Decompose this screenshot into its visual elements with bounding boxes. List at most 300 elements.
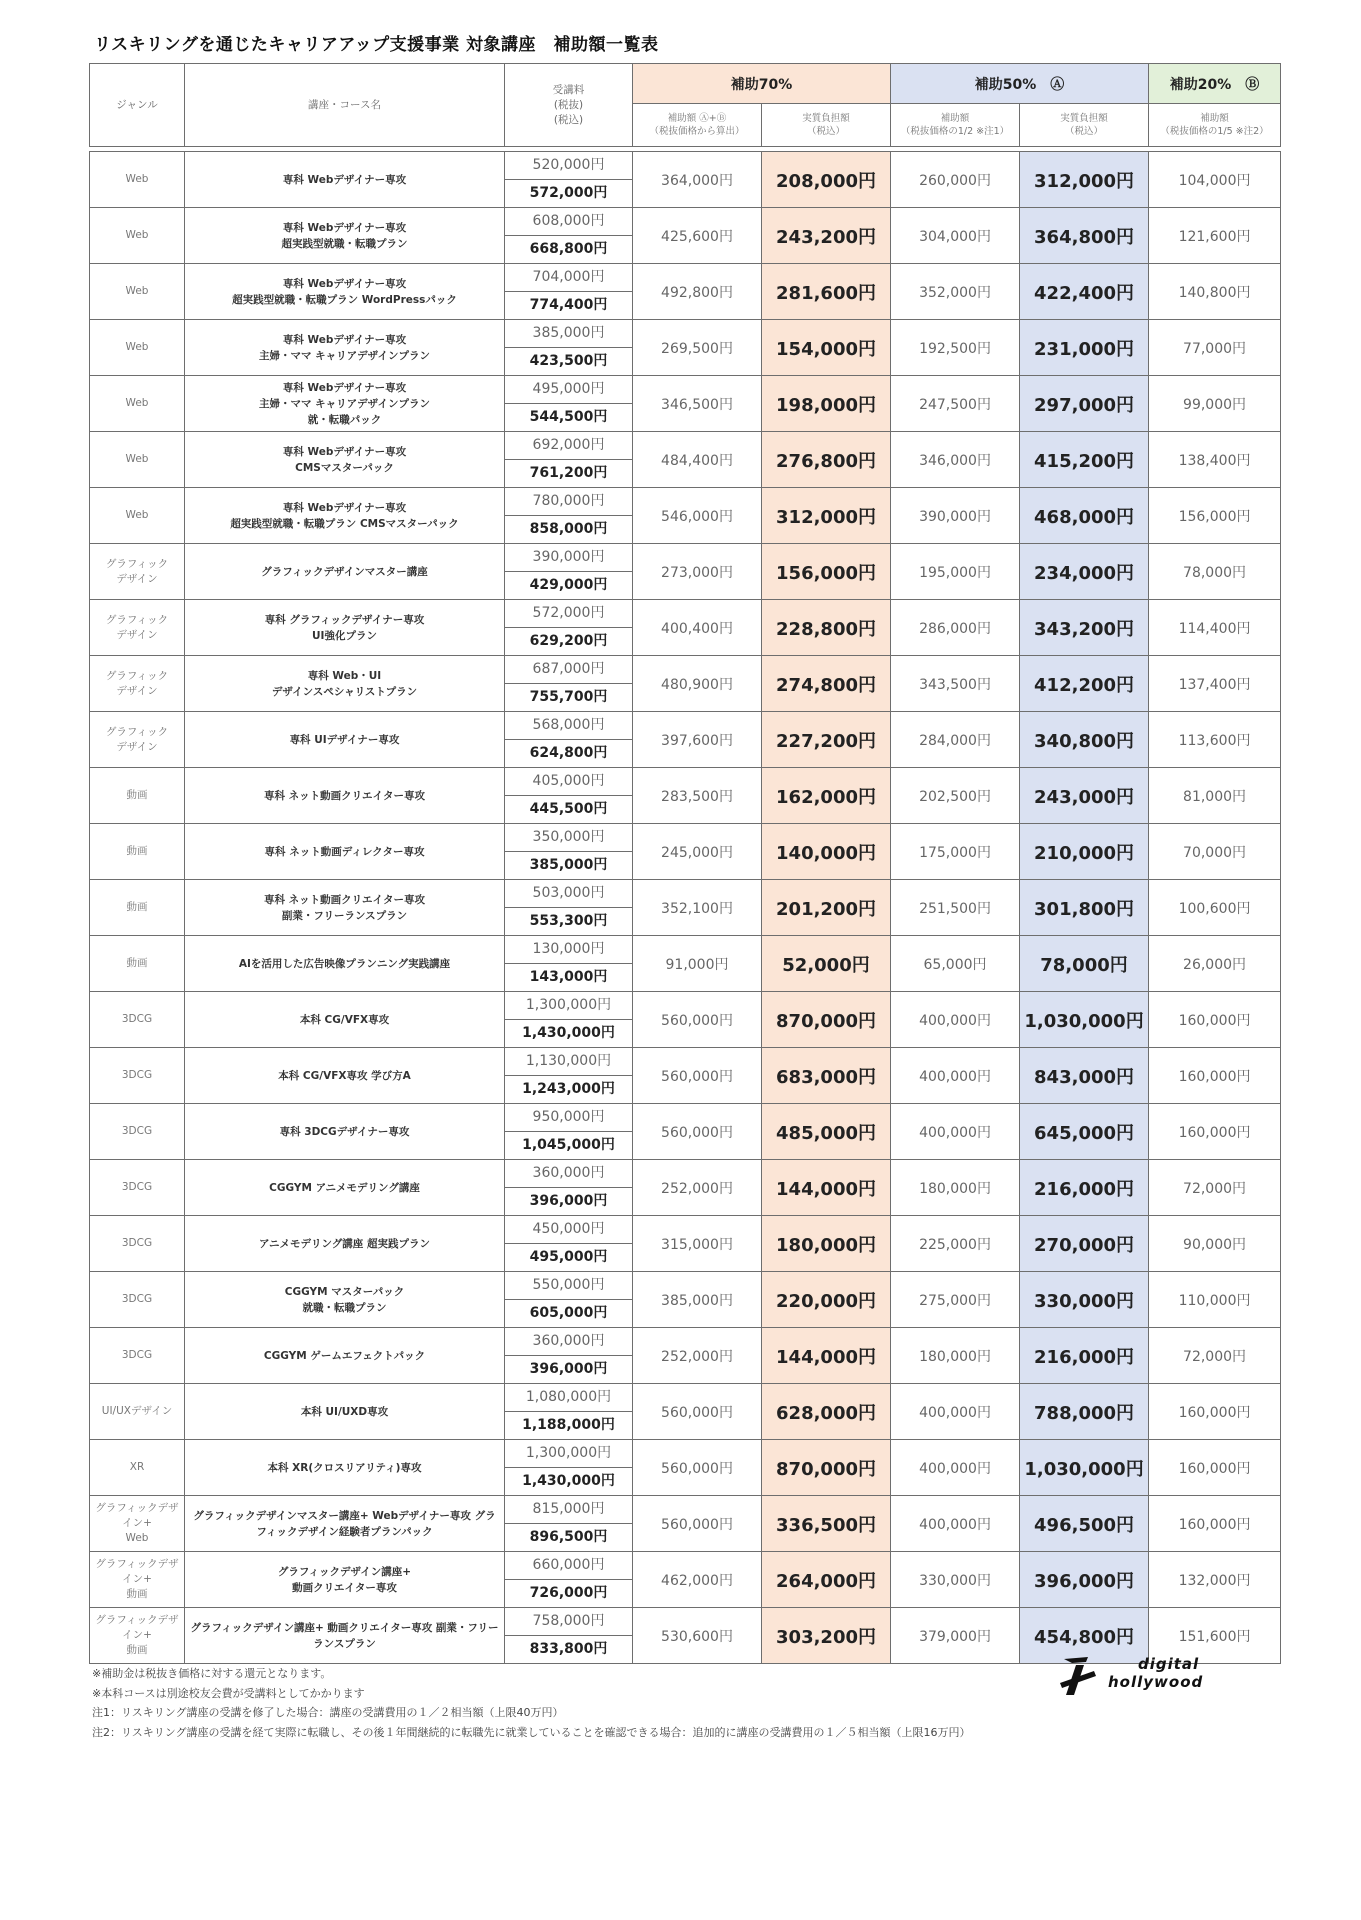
net-cost-50: 243,000円 xyxy=(1020,768,1149,824)
fee-cell xyxy=(505,1104,633,1160)
subsidy-70-amount: 352,100円 xyxy=(633,880,762,936)
net-cost-70: 227,200円 xyxy=(762,712,891,768)
subsidy-70-amount: 546,000円 xyxy=(633,488,762,544)
fee-including-tax: 429,000円 xyxy=(529,577,608,593)
course-name-cell: グラフィックデザイン講座+ 動画クリエイター専攻 副業・フリーランスプラン xyxy=(185,1608,505,1664)
subsidy-50-amount: 192,500円 xyxy=(891,320,1020,376)
genre-cell: 動画 xyxy=(90,880,185,936)
page-title: リスキリングを通じたキャリアアップ支援事業 対象講座 補助額一覧表 xyxy=(94,35,659,55)
table-row xyxy=(90,1552,1281,1608)
fee-including-tax: 385,000円 xyxy=(529,857,608,873)
subsidy-70-amount: 462,000円 xyxy=(633,1552,762,1608)
fee-excluding-tax: 360,000円 xyxy=(505,1160,632,1188)
subsidy-20-amount: 140,800円 xyxy=(1149,264,1281,320)
fee-excluding-tax: 520,000円 xyxy=(505,152,632,180)
subsidy-50-amount: 202,500円 xyxy=(891,768,1020,824)
subsidy-70-amount: 560,000円 xyxy=(633,1440,762,1496)
net-cost-50: 301,800円 xyxy=(1020,880,1149,936)
subsidy-50-amount: 225,000円 xyxy=(891,1216,1020,1272)
fee-excluding-tax: 780,000円 xyxy=(505,488,632,516)
subsidy-20-amount: 160,000円 xyxy=(1149,992,1281,1048)
fee-excluding-tax: 450,000円 xyxy=(505,1216,632,1244)
fee-excluding-tax: 687,000円 xyxy=(505,656,632,684)
net-cost-50: 343,200円 xyxy=(1020,600,1149,656)
subsidy-20-amount: 121,600円 xyxy=(1149,208,1281,264)
genre-cell: グラフィック デザイン xyxy=(90,600,185,656)
logo-wordmark: digital hollywood xyxy=(1108,1655,1204,1691)
fee-cell xyxy=(505,1496,633,1552)
subsidy-70-amount: 364,000円 xyxy=(633,152,762,208)
table-row xyxy=(90,1272,1281,1328)
net-cost-70: 628,000円 xyxy=(762,1384,891,1440)
fee-cell xyxy=(505,1608,633,1664)
fee-including-tax: 1,188,000円 xyxy=(522,1417,615,1433)
subsidy-70-amount: 397,600円 xyxy=(633,712,762,768)
fee-excluding-tax: 503,000円 xyxy=(505,880,632,908)
genre-cell: Web xyxy=(90,376,185,432)
subsidy-50-amount: 175,000円 xyxy=(891,824,1020,880)
genre-cell: Web xyxy=(90,320,185,376)
subsidy-50-amount: 400,000円 xyxy=(891,1440,1020,1496)
course-name-cell: CGGYM アニメモデリング講座 xyxy=(185,1160,505,1216)
net-cost-70: 201,200円 xyxy=(762,880,891,936)
subsidy-20-amount: 160,000円 xyxy=(1149,1048,1281,1104)
course-name-cell: 専科 ネット動画クリエイター専攻 副業・フリーランスプラン xyxy=(185,880,505,936)
fee-cell xyxy=(505,376,633,432)
subsidy-50-amount: 195,000円 xyxy=(891,544,1020,600)
header-band-50: 補助50% Ⓐ xyxy=(891,64,1149,104)
table-row xyxy=(90,264,1281,320)
subsidy-20-amount: 99,000円 xyxy=(1149,376,1281,432)
fee-including-tax: 858,000円 xyxy=(529,521,608,537)
subsidy-70-amount: 492,800円 xyxy=(633,264,762,320)
net-cost-70: 52,000円 xyxy=(762,936,891,992)
dh-logo-mark-icon xyxy=(1058,1655,1106,1697)
subsidy-50-amount: 247,500円 xyxy=(891,376,1020,432)
subsidy-70-amount: 269,500円 xyxy=(633,320,762,376)
fee-including-tax: 755,700円 xyxy=(529,689,608,705)
subsidy-70-amount: 346,500円 xyxy=(633,376,762,432)
fee-excluding-tax: 495,000円 xyxy=(505,376,632,404)
subsidy-20-amount: 113,600円 xyxy=(1149,712,1281,768)
subsidy-20-amount: 151,600円 xyxy=(1149,1608,1281,1664)
course-name-cell: 本科 UI/UXD専攻 xyxy=(185,1384,505,1440)
fee-excluding-tax: 950,000円 xyxy=(505,1104,632,1132)
subsidy-70-amount: 480,900円 xyxy=(633,656,762,712)
subsidy-50-amount: 352,000円 xyxy=(891,264,1020,320)
header-50-amount: 補助額 （税抜価格の1/2 ※注1） xyxy=(891,104,1020,147)
fee-including-tax: 553,300円 xyxy=(529,913,608,929)
fee-cell xyxy=(505,208,633,264)
fee-excluding-tax: 660,000円 xyxy=(505,1552,632,1580)
digital-hollywood-logo xyxy=(1058,1655,1258,1697)
header-70-pay: 実質負担額 （税込） xyxy=(762,104,891,147)
net-cost-70: 208,000円 xyxy=(762,152,891,208)
genre-cell: 3DCG xyxy=(90,1104,185,1160)
table-row xyxy=(90,1048,1281,1104)
course-name-cell: 専科 ネット動画クリエイター専攻 xyxy=(185,768,505,824)
subsidy-table xyxy=(89,63,1281,1664)
genre-cell: 3DCG xyxy=(90,1216,185,1272)
course-name-cell: 専科 Webデザイナー専攻 超実践型就職・転職プラン CMSマスターパック xyxy=(185,488,505,544)
subsidy-50-amount: 251,500円 xyxy=(891,880,1020,936)
subsidy-20-amount: 114,400円 xyxy=(1149,600,1281,656)
course-name-cell: 専科 Webデザイナー専攻 超実践型就職・転職プラン xyxy=(185,208,505,264)
net-cost-70: 180,000円 xyxy=(762,1216,891,1272)
net-cost-50: 364,800円 xyxy=(1020,208,1149,264)
net-cost-70: 243,200円 xyxy=(762,208,891,264)
course-name-cell: 本科 CG/VFX専攻 学び方A xyxy=(185,1048,505,1104)
fee-excluding-tax: 1,300,000円 xyxy=(505,992,632,1020)
fee-cell xyxy=(505,1384,633,1440)
subsidy-50-amount: 286,000円 xyxy=(891,600,1020,656)
genre-cell: 3DCG xyxy=(90,992,185,1048)
genre-cell: Web xyxy=(90,432,185,488)
net-cost-70: 336,500円 xyxy=(762,1496,891,1552)
table-row xyxy=(90,1328,1281,1384)
subsidy-20-amount: 81,000円 xyxy=(1149,768,1281,824)
net-cost-70: 281,600円 xyxy=(762,264,891,320)
fee-cell xyxy=(505,824,633,880)
table-row xyxy=(90,152,1281,208)
fee-including-tax: 761,200円 xyxy=(529,465,608,481)
subsidy-20-amount: 110,000円 xyxy=(1149,1272,1281,1328)
fee-cell xyxy=(505,656,633,712)
net-cost-50: 297,000円 xyxy=(1020,376,1149,432)
table-row xyxy=(90,768,1281,824)
net-cost-50: 312,000円 xyxy=(1020,152,1149,208)
subsidy-20-amount: 104,000円 xyxy=(1149,152,1281,208)
subsidy-70-amount: 400,400円 xyxy=(633,600,762,656)
table-row xyxy=(90,880,1281,936)
header-fee: 受講料 (税抜) (税込) xyxy=(505,64,633,147)
fee-excluding-tax: 360,000円 xyxy=(505,1328,632,1356)
net-cost-70: 312,000円 xyxy=(762,488,891,544)
net-cost-70: 870,000円 xyxy=(762,1440,891,1496)
fee-cell xyxy=(505,320,633,376)
subsidy-70-amount: 484,400円 xyxy=(633,432,762,488)
genre-cell: グラフィック デザイン xyxy=(90,544,185,600)
fee-cell xyxy=(505,1160,633,1216)
net-cost-50: 78,000円 xyxy=(1020,936,1149,992)
fee-including-tax: 1,430,000円 xyxy=(522,1473,615,1489)
subsidy-50-amount: 400,000円 xyxy=(891,992,1020,1048)
subsidy-70-amount: 245,000円 xyxy=(633,824,762,880)
net-cost-70: 156,000円 xyxy=(762,544,891,600)
genre-cell: グラフィックデザ イン+ 動画 xyxy=(90,1552,185,1608)
course-name-cell: 専科 UIデザイナー専攻 xyxy=(185,712,505,768)
course-name-cell: 専科 Webデザイナー専攻 xyxy=(185,152,505,208)
genre-cell: 動画 xyxy=(90,768,185,824)
fee-excluding-tax: 1,130,000円 xyxy=(505,1048,632,1076)
subsidy-70-amount: 252,000円 xyxy=(633,1328,762,1384)
header-band-70: 補助70% xyxy=(633,64,891,104)
subsidy-50-amount: 346,000円 xyxy=(891,432,1020,488)
subsidy-50-amount: 400,000円 xyxy=(891,1048,1020,1104)
subsidy-20-amount: 72,000円 xyxy=(1149,1160,1281,1216)
table-row xyxy=(90,488,1281,544)
subsidy-50-amount: 379,000円 xyxy=(891,1608,1020,1664)
table-row xyxy=(90,1160,1281,1216)
net-cost-50: 1,030,000円 xyxy=(1020,1440,1149,1496)
subsidy-20-amount: 160,000円 xyxy=(1149,1440,1281,1496)
net-cost-50: 788,000円 xyxy=(1020,1384,1149,1440)
fee-excluding-tax: 1,300,000円 xyxy=(505,1440,632,1468)
net-cost-70: 276,800円 xyxy=(762,432,891,488)
net-cost-50: 216,000円 xyxy=(1020,1160,1149,1216)
subsidy-20-amount: 132,000円 xyxy=(1149,1552,1281,1608)
genre-cell: Web xyxy=(90,152,185,208)
fee-excluding-tax: 550,000円 xyxy=(505,1272,632,1300)
net-cost-50: 216,000円 xyxy=(1020,1328,1149,1384)
genre-cell: Web xyxy=(90,208,185,264)
net-cost-70: 198,000円 xyxy=(762,376,891,432)
course-name-cell: 専科 Webデザイナー専攻 超実践型就職・転職プラン WordPressパック xyxy=(185,264,505,320)
net-cost-50: 496,500円 xyxy=(1020,1496,1149,1552)
table-row xyxy=(90,712,1281,768)
genre-cell: 動画 xyxy=(90,824,185,880)
genre-cell: UI/UXデザイン xyxy=(90,1384,185,1440)
table-row xyxy=(90,992,1281,1048)
subsidy-70-amount: 560,000円 xyxy=(633,1104,762,1160)
fee-cell xyxy=(505,712,633,768)
subsidy-50-amount: 260,000円 xyxy=(891,152,1020,208)
subsidy-20-amount: 160,000円 xyxy=(1149,1384,1281,1440)
genre-cell: 3DCG xyxy=(90,1160,185,1216)
fee-including-tax: 605,000円 xyxy=(529,1305,608,1321)
net-cost-70: 140,000円 xyxy=(762,824,891,880)
subsidy-20-amount: 156,000円 xyxy=(1149,488,1281,544)
header-20-amount: 補助額 （税抜価格の1/5 ※注2） xyxy=(1149,104,1281,147)
course-name-cell: CGGYM マスターパック 就職・転職プラン xyxy=(185,1272,505,1328)
fee-cell xyxy=(505,544,633,600)
subsidy-20-amount: 90,000円 xyxy=(1149,1216,1281,1272)
net-cost-70: 683,000円 xyxy=(762,1048,891,1104)
subsidy-70-amount: 560,000円 xyxy=(633,1384,762,1440)
net-cost-70: 154,000円 xyxy=(762,320,891,376)
course-name-cell: 専科 3DCGデザイナー専攻 xyxy=(185,1104,505,1160)
net-cost-70: 144,000円 xyxy=(762,1160,891,1216)
fee-including-tax: 833,800円 xyxy=(529,1641,608,1657)
footnotes xyxy=(92,1664,971,1742)
fee-including-tax: 1,430,000円 xyxy=(522,1025,615,1041)
genre-cell: 3DCG xyxy=(90,1048,185,1104)
fee-excluding-tax: 405,000円 xyxy=(505,768,632,796)
course-name-cell: 専科 グラフィックデザイナー専攻 UI強化プラン xyxy=(185,600,505,656)
subsidy-20-amount: 77,000円 xyxy=(1149,320,1281,376)
net-cost-50: 340,800円 xyxy=(1020,712,1149,768)
subsidy-70-amount: 530,600円 xyxy=(633,1608,762,1664)
fee-including-tax: 629,200円 xyxy=(529,633,608,649)
fee-including-tax: 423,500円 xyxy=(529,353,608,369)
net-cost-50: 234,000円 xyxy=(1020,544,1149,600)
genre-cell: グラフィックデザ イン+ 動画 xyxy=(90,1608,185,1664)
genre-cell: 動画 xyxy=(90,936,185,992)
course-name-cell: AIを活用した広告映像プランニング実践講座 xyxy=(185,936,505,992)
subsidy-70-amount: 560,000円 xyxy=(633,1496,762,1552)
subsidy-70-amount: 91,000円 xyxy=(633,936,762,992)
fee-including-tax: 668,800円 xyxy=(529,241,608,257)
header-50-pay: 実質負担額 （税込） xyxy=(1020,104,1149,147)
fee-cell xyxy=(505,1272,633,1328)
subsidy-70-amount: 385,000円 xyxy=(633,1272,762,1328)
subsidy-50-amount: 180,000円 xyxy=(891,1160,1020,1216)
net-cost-70: 264,000円 xyxy=(762,1552,891,1608)
course-name-cell: グラフィックデザインマスター講座+ Webデザイナー専攻 グラフィックデザイン経験者プランパック xyxy=(185,1496,505,1552)
table-row xyxy=(90,936,1281,992)
fee-excluding-tax: 815,000円 xyxy=(505,1496,632,1524)
net-cost-70: 220,000円 xyxy=(762,1272,891,1328)
fee-including-tax: 143,000円 xyxy=(529,969,608,985)
note-3: 注1：リスキリング講座の受講を修了した場合：講座の受講費用の１／２相当額（上限40万円） xyxy=(92,1706,564,1719)
note-2: ※本科コースは別途校友会費が受講料としてかかります xyxy=(92,1686,365,1700)
subsidy-20-amount: 137,400円 xyxy=(1149,656,1281,712)
subsidy-50-amount: 65,000円 xyxy=(891,936,1020,992)
net-cost-50: 396,000円 xyxy=(1020,1552,1149,1608)
header-genre: ジャンル xyxy=(90,64,185,147)
course-name-cell: 専科 ネット動画ディレクター専攻 xyxy=(185,824,505,880)
fee-excluding-tax: 130,000円 xyxy=(505,936,632,964)
net-cost-50: 843,000円 xyxy=(1020,1048,1149,1104)
genre-cell: 3DCG xyxy=(90,1328,185,1384)
net-cost-50: 1,030,000円 xyxy=(1020,992,1149,1048)
note-1: ※補助金は税抜き価格に対する還元となります。 xyxy=(92,1667,332,1680)
net-cost-70: 228,800円 xyxy=(762,600,891,656)
fee-excluding-tax: 568,000円 xyxy=(505,712,632,740)
net-cost-50: 270,000円 xyxy=(1020,1216,1149,1272)
genre-cell: 3DCG xyxy=(90,1272,185,1328)
course-name-cell: CGGYM ゲームエフェクトパック xyxy=(185,1328,505,1384)
subsidy-50-amount: 275,000円 xyxy=(891,1272,1020,1328)
fee-including-tax: 1,243,000円 xyxy=(522,1081,615,1097)
table-row xyxy=(90,1384,1281,1440)
net-cost-50: 412,200円 xyxy=(1020,656,1149,712)
subsidy-70-amount: 283,500円 xyxy=(633,768,762,824)
course-name-cell: グラフィックデザインマスター講座 xyxy=(185,544,505,600)
net-cost-70: 303,200円 xyxy=(762,1608,891,1664)
fee-cell xyxy=(505,992,633,1048)
net-cost-50: 645,000円 xyxy=(1020,1104,1149,1160)
subsidy-20-amount: 100,600円 xyxy=(1149,880,1281,936)
subsidy-20-amount: 72,000円 xyxy=(1149,1328,1281,1384)
net-cost-50: 468,000円 xyxy=(1020,488,1149,544)
genre-cell: Web xyxy=(90,264,185,320)
subsidy-70-amount: 560,000円 xyxy=(633,992,762,1048)
fee-cell xyxy=(505,488,633,544)
genre-cell: グラフィックデザ イン+ Web xyxy=(90,1496,185,1552)
subsidy-70-amount: 560,000円 xyxy=(633,1048,762,1104)
course-name-cell: グラフィックデザイン講座+ 動画クリエイター専攻 xyxy=(185,1552,505,1608)
genre-cell: Web xyxy=(90,488,185,544)
course-name-cell: 本科 XR(クロスリアリティ)専攻 xyxy=(185,1440,505,1496)
subsidy-70-amount: 273,000円 xyxy=(633,544,762,600)
fee-including-tax: 495,000円 xyxy=(529,1249,608,1265)
fee-cell xyxy=(505,600,633,656)
subsidy-50-amount: 400,000円 xyxy=(891,1496,1020,1552)
course-name-cell: 専科 Webデザイナー専攻 CMSマスターパック xyxy=(185,432,505,488)
net-cost-50: 454,800円 xyxy=(1020,1608,1149,1664)
net-cost-50: 330,000円 xyxy=(1020,1272,1149,1328)
net-cost-70: 274,800円 xyxy=(762,656,891,712)
table-row xyxy=(90,432,1281,488)
fee-excluding-tax: 350,000円 xyxy=(505,824,632,852)
fee-cell xyxy=(505,432,633,488)
net-cost-70: 870,000円 xyxy=(762,992,891,1048)
table-row xyxy=(90,544,1281,600)
subsidy-50-amount: 284,000円 xyxy=(891,712,1020,768)
fee-including-tax: 396,000円 xyxy=(529,1193,608,1209)
fee-including-tax: 624,800円 xyxy=(529,745,608,761)
table-row xyxy=(90,824,1281,880)
fee-excluding-tax: 1,080,000円 xyxy=(505,1384,632,1412)
course-name-cell: 本科 CG/VFX専攻 xyxy=(185,992,505,1048)
net-cost-70: 162,000円 xyxy=(762,768,891,824)
fee-including-tax: 572,000円 xyxy=(529,185,608,201)
course-name-cell: 専科 Web・UI デザインスペシャリストプラン xyxy=(185,656,505,712)
fee-cell xyxy=(505,768,633,824)
fee-cell xyxy=(505,264,633,320)
fee-including-tax: 896,500円 xyxy=(529,1529,608,1545)
subsidy-50-amount: 343,500円 xyxy=(891,656,1020,712)
fee-excluding-tax: 572,000円 xyxy=(505,600,632,628)
net-cost-50: 415,200円 xyxy=(1020,432,1149,488)
fee-excluding-tax: 758,000円 xyxy=(505,1608,632,1636)
fee-cell xyxy=(505,1440,633,1496)
table-row xyxy=(90,1216,1281,1272)
subsidy-50-amount: 330,000円 xyxy=(891,1552,1020,1608)
header-course: 講座・コース名 xyxy=(185,64,505,147)
fee-excluding-tax: 692,000円 xyxy=(505,432,632,460)
subsidy-20-amount: 160,000円 xyxy=(1149,1104,1281,1160)
fee-including-tax: 445,500円 xyxy=(529,801,608,817)
table-row xyxy=(90,1496,1281,1552)
net-cost-70: 144,000円 xyxy=(762,1328,891,1384)
header-70-amount: 補助額 Ⓐ+Ⓑ （税抜価格から算出） xyxy=(633,104,762,147)
subsidy-20-amount: 70,000円 xyxy=(1149,824,1281,880)
genre-cell: XR xyxy=(90,1440,185,1496)
course-name-cell: 専科 Webデザイナー専攻 主婦・ママ キャリアデザインプラン xyxy=(185,320,505,376)
genre-cell: グラフィック デザイン xyxy=(90,712,185,768)
subsidy-20-amount: 138,400円 xyxy=(1149,432,1281,488)
subsidy-50-amount: 304,000円 xyxy=(891,208,1020,264)
subsidy-50-amount: 390,000円 xyxy=(891,488,1020,544)
note-4: 注2：リスキリング講座の受講を経て実際に転職し、その後１年間継続的に転職先に就業していることを確認できる場合：追加的に講座の受講費用の１／５相当額（上限16万円） xyxy=(92,1725,971,1739)
fee-cell xyxy=(505,1216,633,1272)
fee-cell xyxy=(505,880,633,936)
subsidy-70-amount: 315,000円 xyxy=(633,1216,762,1272)
fee-including-tax: 544,500円 xyxy=(529,409,608,425)
fee-cell xyxy=(505,936,633,992)
fee-including-tax: 396,000円 xyxy=(529,1361,608,1377)
subsidy-50-amount: 400,000円 xyxy=(891,1104,1020,1160)
fee-cell xyxy=(505,1048,633,1104)
fee-excluding-tax: 704,000円 xyxy=(505,264,632,292)
table-row xyxy=(90,320,1281,376)
table-row xyxy=(90,208,1281,264)
table-row xyxy=(90,600,1281,656)
fee-excluding-tax: 385,000円 xyxy=(505,320,632,348)
fee-cell xyxy=(505,152,633,208)
net-cost-50: 231,000円 xyxy=(1020,320,1149,376)
subsidy-20-amount: 78,000円 xyxy=(1149,544,1281,600)
fee-including-tax: 774,400円 xyxy=(529,297,608,313)
subsidy-20-amount: 160,000円 xyxy=(1149,1496,1281,1552)
fee-including-tax: 1,045,000円 xyxy=(522,1137,615,1153)
net-cost-70: 485,000円 xyxy=(762,1104,891,1160)
net-cost-50: 422,400円 xyxy=(1020,264,1149,320)
header-band-20: 補助20% Ⓑ xyxy=(1149,64,1281,104)
subsidy-50-amount: 180,000円 xyxy=(891,1328,1020,1384)
